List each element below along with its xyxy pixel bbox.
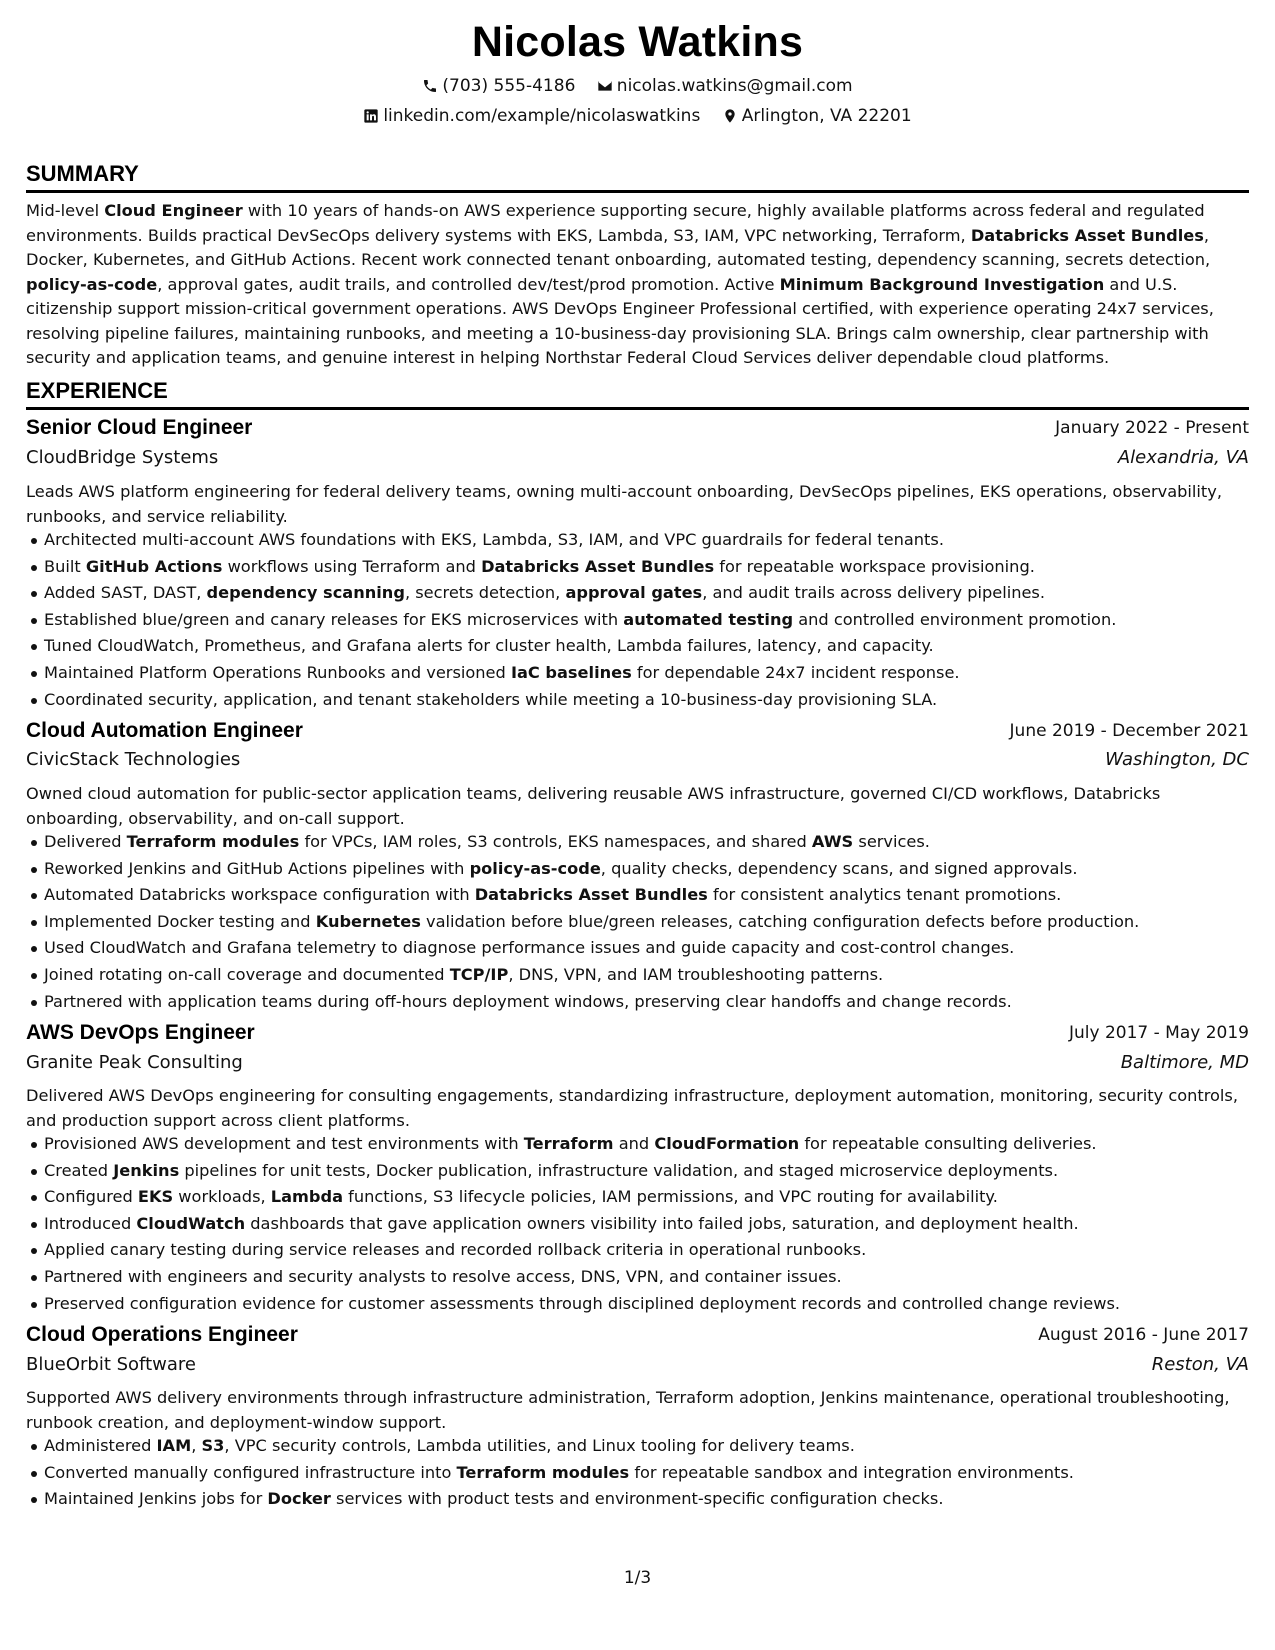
bold-text: Databricks Asset Bundles [481,556,715,576]
location-text: Arlington, VA 22201 [741,106,912,126]
job-dates: August 2016 - June 2017 [1038,1325,1249,1345]
bullet-item [26,856,1249,883]
text-run: pipelines for unit tests, Docker publication, infrastructure validation, and staged microservice deployments. [179,1160,1059,1180]
job-bullets [26,527,1249,713]
bullet-item [26,1264,1249,1291]
bold-text: EKS [137,1187,174,1207]
bold-text: Minimum Background Investigation [779,274,1105,294]
job-location: Alexandria, VA [1117,447,1249,468]
text-run: workloads, [173,1187,271,1207]
text-run: services. [853,832,930,851]
bullet-item [26,660,1249,687]
bullet-item [26,909,1249,936]
location-contact [722,106,912,126]
job-description: Owned cloud automation for public-sector application teams, delivering reusable AWS infrastructure, governed CI/CD workflows, Databricks onboarding, observability, and on-call support. [26,784,1161,828]
email-link[interactable]: nicolas.watkins@gmail.com [616,76,853,96]
bullet-item [26,1131,1249,1158]
company-name: Granite Peak Consulting [26,1052,243,1073]
text-run: Automated Databricks workspace configuration with [44,885,475,905]
bold-text: approval gates [565,583,703,603]
bullet-item [26,1211,1249,1238]
summary-heading: SUMMARY [26,161,1249,193]
text-run: Maintained Jenkins jobs for [44,1489,268,1509]
bullet-item [26,607,1249,634]
text-run: Partnered with application teams during off-hours deployment windows, preserving clear handoffs and change records. [44,991,1012,1011]
bold-text: policy-as-code [26,274,158,294]
job-location: Baltimore, MD [1120,1052,1249,1073]
phone-icon [422,78,438,94]
text-run: services with product tests and environment-specific configuration checks. [330,1489,944,1509]
job-title: AWS DevOps Engineer [26,1021,255,1044]
text-run: , Docker, Kubernetes, and GitHub Actions. Recent work connected tenant onboarding, automated testing, dependency scanning, secrets detection, [26,225,1211,269]
text-run: Converted manually configured infrastructure into [44,1462,457,1482]
job-dates: July 2017 - May 2019 [1069,1023,1249,1043]
text-run: and controlled environment promotion. [793,609,1117,629]
text-run: Added SAST, DAST, [44,583,207,603]
bold-text: Terraform modules [126,832,300,851]
bullet-item [26,829,1249,856]
bullet-item [26,1158,1249,1185]
bold-text: AWS [811,832,854,851]
email-contact[interactable] [597,76,853,96]
bold-text: IaC baselines [510,662,632,682]
bullet-item [26,1291,1249,1318]
linkedin-contact[interactable] [363,106,700,126]
bullet-item [26,1433,1249,1460]
job-location: Reston, VA [1151,1354,1249,1375]
linkedin-icon [363,108,379,124]
bullet-item [26,1486,1249,1513]
text-run: , and audit trails across delivery pipelines. [702,583,1046,603]
bold-text: Docker [267,1489,331,1509]
text-run: for VPCs, IAM roles, S3 controls, EKS namespaces, and shared [299,832,812,851]
job-description: Supported AWS delivery environments through infrastructure administration, Terraform adoption, Jenkins maintenance, operational troubleshooting, runbook creation, and deployment-window support. [26,1388,1230,1432]
phone-contact [422,76,575,96]
text-run: for dependable 24x7 incident response. [631,662,960,682]
text-run: Partnered with engineers and security analysts to resolve access, DNS, VPN, and container issues. [44,1266,842,1286]
text-run: Introduced [44,1213,137,1233]
bullet-item [26,687,1249,714]
bold-text: GitHub Actions [85,556,223,576]
text-run: Preserved configuration evidence for customer assessments through disciplined deployment records and controlled change reviews. [44,1293,1121,1313]
bold-text: Cloud Engineer [104,201,243,220]
page-number: 1/3 [623,1568,652,1588]
text-run: with 10 years of hands-on AWS experience supporting secure, highly available platforms across federal and regulated environments. Builds practical DevSecOps delivery systems with EKS, Lambda, S3, IAM, VPC networking, Terraform, [26,201,1205,245]
text-run: , secrets detection, [404,583,566,603]
bullet-item [26,527,1249,554]
bold-text: CloudWatch [136,1213,246,1233]
text-run: Built [44,556,86,576]
text-run: Joined rotating on-call coverage and documented [44,964,450,984]
company-name: CivicStack Technologies [26,749,241,770]
job-bullets [26,1433,1249,1513]
bold-text: Databricks Asset Bundles [474,885,708,905]
bold-text: Jenkins [113,1160,180,1180]
text-run: for repeatable consulting deliveries. [799,1134,1097,1153]
text-run: and U.S. citizenship support mission-critical government operations. AWS DevOps Engineer Professional certified, with experience operating 24x7 services, resolving pipeline failures, maintaining runbooks, and meeting a 10-business-day provisioning SLA. Brings calm ownership, clear partnership with security and application teams, and genuine interest in helping Northstar Federal Cloud Services deliver dependable cloud platforms. [26,274,1214,367]
text-run: workflows using Terraform and [222,556,482,576]
text-run: Implemented Docker testing and [44,911,316,931]
bullet-item [26,554,1249,581]
bold-text: IAM [156,1436,192,1455]
text-run: and [613,1134,655,1153]
bold-text: S3 [201,1436,225,1455]
bold-text: dependency scanning [206,583,405,603]
text-run: for repeatable workspace provisioning. [714,556,1035,576]
bold-text: automated testing [623,609,794,629]
text-run: functions, S3 lifecycle policies, IAM permissions, and VPC routing for availability. [343,1187,998,1207]
text-run: Coordinated security, application, and tenant stakeholders while meeting a 10-business-day provisioning SLA. [44,689,938,709]
job-description: Leads AWS platform engineering for federal delivery teams, owning multi-account onboarding, DevSecOps pipelines, EKS operations, observability, runbooks, and service reliability. [26,482,1223,526]
job-title: Cloud Automation Engineer [26,719,303,742]
bold-text: Databricks Asset Bundles [970,225,1204,245]
text-run: Architected multi-account AWS foundations with EKS, Lambda, S3, IAM, and VPC guardrails for federal tenants. [44,530,944,549]
bullet-item [26,1460,1249,1487]
bullet-item [26,935,1249,962]
text-run: Created [44,1160,114,1180]
contact-row-2 [0,106,1275,129]
bullet-item [26,1237,1249,1264]
bullet-item [26,633,1249,660]
text-run: , VPC security controls, Lambda utilities, and Linux tooling for delivery teams. [224,1436,855,1455]
job-bullets [26,829,1249,1015]
text-run: Configured [44,1187,138,1207]
text-run: Delivered [44,832,127,851]
text-run: Reworked Jenkins and GitHub Actions pipelines with [44,858,470,878]
contact-row-1 [0,76,1275,99]
job-title: Senior Cloud Engineer [26,416,253,439]
text-run: Provisioned AWS development and test environments with [44,1134,524,1153]
text-run: dashboards that gave application owners visibility into failed jobs, saturation, and deployment health. [245,1213,1079,1233]
text-run: , approval gates, audit trails, and controlled dev/test/prod promotion. Active [157,274,780,294]
bold-text: Lambda [270,1187,344,1207]
job-title: Cloud Operations Engineer [26,1323,298,1346]
map-pin-icon [722,108,738,124]
text-run: Administered [44,1436,157,1455]
text-run: for repeatable sandbox and integration environments. [629,1462,1074,1482]
envelope-icon [597,78,613,94]
company-name: BlueOrbit Software [26,1354,196,1375]
bold-text: Terraform [523,1134,614,1153]
bold-text: Kubernetes [315,911,421,931]
text-run: for consistent analytics tenant promotions. [707,885,1062,905]
job-location: Washington, DC [1105,749,1249,770]
experience-heading: EXPERIENCE [26,378,1249,410]
text-run: , DNS, VPN, and IAM troubleshooting patterns. [508,964,884,984]
text-run: validation before blue/green releases, catching configuration defects before production. [420,911,1140,931]
company-name: CloudBridge Systems [26,447,219,468]
phone-text: (703) 555-4186 [442,76,576,96]
bullet-item [26,962,1249,989]
job-description: Delivered AWS DevOps engineering for consulting engagements, standardizing infrastructure, deployment automation, monitoring, security controls, and production support across client platforms. [26,1086,1239,1130]
job-dates: June 2019 - December 2021 [1009,721,1249,741]
summary-paragraph [26,199,1249,371]
candidate-name: Nicolas Watkins [471,18,804,66]
bold-text: Terraform modules [456,1462,630,1482]
text-run: Mid-level [26,201,105,220]
text-run: , quality checks, dependency scans, and signed approvals. [600,858,1078,878]
bullet-item [26,1184,1249,1211]
text-run: Tuned CloudWatch, Prometheus, and Grafana alerts for cluster health, Lambda failures, latency, and capacity. [44,636,934,656]
text-run: Applied canary testing during service releases and recorded rollback criteria in operational runbooks. [44,1240,867,1260]
text-run: , [191,1436,202,1455]
linkedin-link[interactable]: linkedin.com/example/nicolaswatkins [383,106,701,126]
text-run: Maintained Platform Operations Runbooks and versioned [44,662,511,682]
bullet-item [26,580,1249,607]
job-bullets [26,1131,1249,1317]
bullet-item [26,882,1249,909]
bullet-item [26,989,1249,1016]
text-run: Established blue/green and canary releases for EKS microservices with [44,609,624,629]
bold-text: CloudFormation [654,1134,800,1153]
bold-text: TCP/IP [449,964,509,984]
job-dates: January 2022 - Present [1055,418,1249,438]
text-run: Used CloudWatch and Grafana telemetry to diagnose performance issues and guide capacity and cost-control changes. [44,938,1015,958]
bold-text: policy-as-code [469,858,601,878]
